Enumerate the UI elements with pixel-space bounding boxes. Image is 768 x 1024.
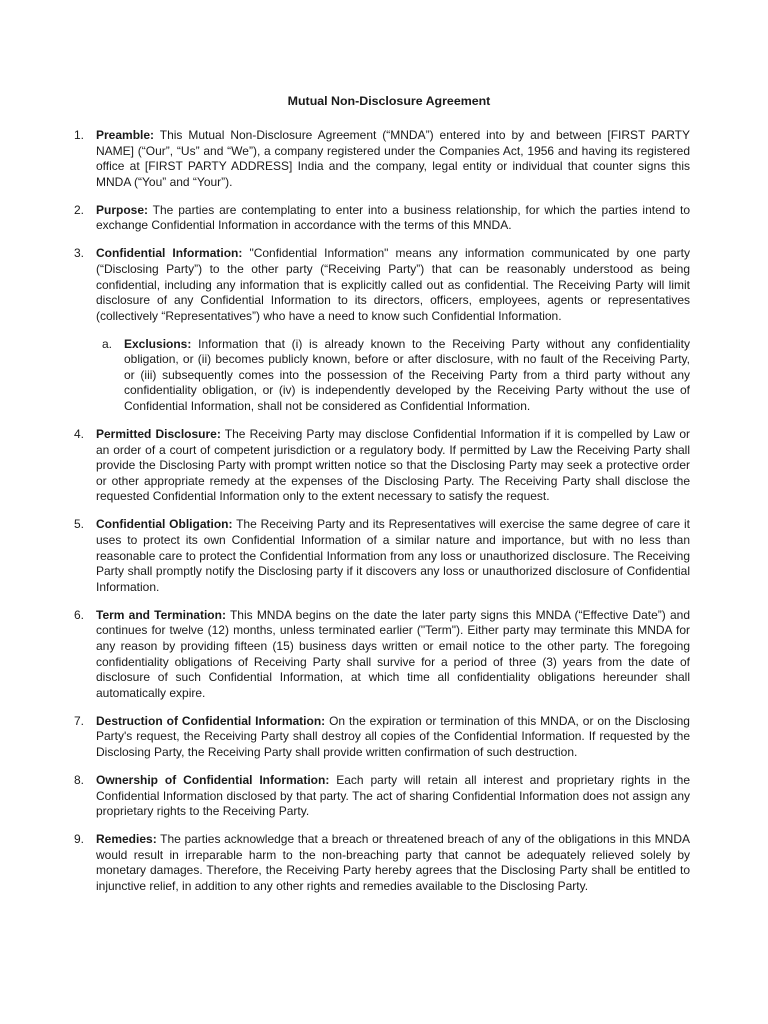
clause-text: The Receiving Party and its Representatives will exercise the same degree of care it uses to protect its own Confidential Information of a similar nature and importance, but with no less than reasonable care to protect the Confidential Information from any loss or unauthorized disclosure. The Receiving Party shall promptly notify the Disclosing party if it discovers any loss or unauthorized disclosure of Confidential Information. — [96, 517, 691, 594]
document-title: Mutual Non-Disclosure Agreement — [287, 94, 491, 108]
clause-number: 8. — [74, 772, 85, 787]
clause-number: 9. — [74, 832, 85, 847]
clause-remedies — [74, 832, 690, 894]
clause-text: The Receiving Party may disclose Confidential Information if it is compelled by Law or an order of a court of competent jurisdiction or a regulatory body. If permitted by Law the Receiving Party shall provide the Disclosing Party with prompt written notice so that the Disclosing Party may seek a protective order or other appropriate remedy at the expenses of the Disclosing Party. The Receiving Party shall disclose the requested Confidential Information only to the extent necessary to satisfy the request. — [96, 427, 690, 504]
clause-confidential-obligation — [74, 517, 690, 595]
clause-heading: Term and Termination: — [96, 607, 226, 622]
clause-heading: Remedies: — [96, 832, 157, 847]
subclause-text: Information that (i) is already known to the Receiving Party without any confidentiality obligation, or (ii) becomes publicly known, before or after disclosure, with no fault of the Receiving Party, or (iii) subsequently comes into the possession of the Receiving Party from a third party without any confidentiality obligation, or (iv) is independently developed by the Receiving Party without the use of Confidential Information, shall not be considered as Confidential Information. — [124, 336, 690, 414]
clause-body — [96, 714, 690, 761]
clause-term-and-termination — [74, 608, 690, 702]
subclause-body — [124, 337, 690, 415]
clause-heading: Preamble: — [96, 128, 155, 142]
clause-text: On the expiration or termination of this MNDA, or on the Disclosing Party's request, the Receiving Party shall destroy all copies of the Confidential Information. If requested by the Disclosing Party, the Receiving Party shall provide written confirmation of such destruction. — [96, 713, 690, 759]
clause-body — [96, 128, 690, 190]
clause-heading: Destruction of Confidential Information: — [96, 713, 326, 728]
clause-body — [96, 203, 690, 234]
clause-confidential-information — [74, 246, 690, 324]
clause-body — [96, 517, 690, 595]
clause-body — [96, 427, 690, 505]
clause-text: The parties are contemplating to enter into a business relationship, for which the parties intend to exchange Confidential Information in accordance with the terms of this MNDA. — [96, 202, 690, 233]
subclause-number: a. — [102, 336, 113, 351]
clause-text: "Confidential Information" means any information communicated by one party (“Disclosing Party”) to the other party (“Receiving Party”) that can be reasonably understood as being confidential, including any information that is explicitly called out as confidential. The Receiving Party will limit disclosure of any Confidential Information to its directors, officers, employees, agents or representatives (collectively “Representatives”) who have a need to know such Confidential Information. — [96, 246, 690, 323]
clause-number: 3. — [74, 246, 85, 261]
subclause-exclusions — [102, 337, 690, 415]
clause-text: This Mutual Non-Disclosure Agreement (“MNDA”) entered into by and between [FIRST PARTY NAME] (“Our”, “Us” and “We”), a company registered under the Companies Act, 1956 and having its registered office at [FIRST PARTY ADDRESS] India and the company, legal entity or individual that counter signs this MNDA (“You” and “Your”). — [96, 128, 690, 189]
clause-body — [96, 608, 690, 702]
clause-number: 4. — [74, 427, 85, 442]
clause-preamble — [74, 128, 690, 190]
clause-number: 1. — [74, 128, 85, 142]
clause-ownership — [74, 773, 690, 820]
clause-number: 6. — [74, 607, 85, 622]
clause-number: 5. — [74, 517, 85, 532]
clause-number: 2. — [74, 202, 85, 217]
clause-body — [96, 832, 690, 894]
clause-text: This MNDA begins on the date the later party signs this MNDA (“Effective Date”) and continues for twelve (12) months, unless terminated earlier ("Term"). Either party may terminate this MNDA for any reason by providing fifteen (15) business days written or email notice to the other party. The foregoing confidentiality obligations of Receiving Party shall survive for a period of three (3) years from the date of disclosure of such Confidential Information, at which time all confidentiality obligations hereunder shall automatically expire. — [96, 607, 690, 700]
clause-heading: Permitted Disclosure: — [96, 427, 221, 442]
clause-heading: Confidential Information: — [96, 246, 243, 261]
clause-text: The parties acknowledge that a breach or threatened breach of any of the obligations in this MNDA would result in irreparable harm to the non-breaching party that cannot be adequately relieved solely by monetary damages. Therefore, the Receiving Party hereby agrees that the Disclosing Party shall be entitled to injunctive relief, in addition to any other rights and remedies available to the Disclosing Party. — [96, 832, 690, 893]
clause-purpose — [74, 203, 690, 234]
clause-number: 7. — [74, 713, 85, 728]
subclause-heading: Exclusions: — [124, 336, 192, 351]
clause-destruction — [74, 714, 690, 761]
clause-heading: Ownership of Confidential Information: — [96, 772, 330, 787]
clause-body — [96, 773, 690, 820]
clause-permitted-disclosure — [74, 427, 690, 505]
clause-heading: Purpose: — [96, 202, 149, 217]
clause-text: Each party will retain all interest and proprietary rights in the Confidential Information disclosed by that party. The act of sharing Confidential Information does not assign any proprietary rights to the Receiving Party. — [96, 772, 690, 819]
clause-body — [96, 246, 690, 324]
clause-heading: Confidential Obligation: — [96, 517, 233, 532]
